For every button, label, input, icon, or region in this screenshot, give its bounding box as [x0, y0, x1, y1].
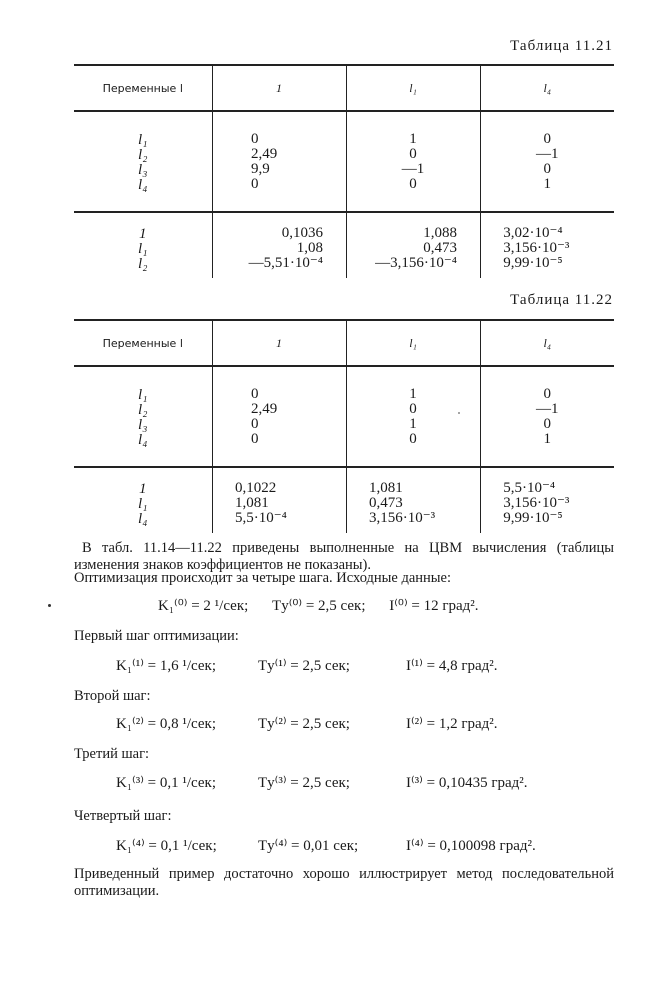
equation-i-term: I⁽¹⁾ = 4,8 град². [406, 658, 498, 674]
row-labels: l₁ l₂ l₃ l₄ [138, 386, 148, 448]
step-4-label: Четвертый шаг: [74, 808, 172, 824]
col-l4-values: 0 —1 0 1 [536, 386, 559, 447]
paragraph-conclusion: Приведенный пример достаточно хорошо иллюстрирует метод последовательной оптимизации. [74, 866, 614, 899]
col-l4-values: 0 —1 0 1 [536, 131, 559, 192]
col-1-values: 0,1022 1,081 5,5·10⁻⁴ [235, 480, 287, 526]
header-col-1: 1 [212, 320, 346, 366]
equation-k-term: K₁⁽²⁾ = 0,8 ¹/сек; [116, 716, 217, 732]
col-l1-values: 1 0 1 0 [409, 386, 417, 447]
table-block-2 [74, 467, 614, 533]
table-11-22-caption: Таблица 11.22 [510, 292, 613, 308]
step-2-label: Второй шаг: [74, 688, 151, 704]
equation-t-term: Tу⁽¹⁾ = 2,5 сек; [258, 658, 350, 674]
step-3-label: Третий шаг: [74, 746, 150, 762]
equation-k-term: K₁⁽⁰⁾ = 2 ¹/сек; [158, 598, 249, 614]
equation-t-term: Tу⁽³⁾ = 2,5 сек; [258, 775, 350, 791]
row-labels: l₁ l₂ l₃ l₄ [138, 131, 148, 193]
col-l4-values: 5,5·10⁻⁴ 3,156·10⁻³ 9,99·10⁻⁵ [503, 480, 570, 526]
col-1-values: 0 2,49 9,9 0 [251, 131, 278, 192]
equation-k-term: K₁⁽¹⁾ = 1,6 ¹/сек; [116, 658, 217, 674]
table-block-1 [74, 111, 614, 212]
margin-dot-mark [48, 604, 51, 607]
equation-t-term: Tу⁽²⁾ = 2,5 сек; [258, 716, 350, 732]
equation-k-term: K₁⁽⁴⁾ = 0,1 ¹/сек; [116, 838, 217, 854]
equation-i-term: I⁽⁴⁾ = 0,100098 град². [406, 838, 536, 854]
table-header-row [74, 320, 614, 366]
col-1-values: 0 2,49 0 0 [251, 386, 278, 447]
table-11-21 [74, 64, 614, 278]
col-l1-values: 1,088 0,473 —3,156·10⁻⁴ [375, 225, 457, 271]
equation-i-term: I⁽³⁾ = 0,10435 град². [406, 775, 528, 791]
header-col-l4: l₄ [480, 65, 614, 111]
table-block-2 [74, 212, 614, 278]
col-1-values: 0,1036 1,08 —5,51·10⁻⁴ [248, 225, 323, 271]
table-header-row [74, 65, 614, 111]
table-11-21-caption: Таблица 11.21 [510, 38, 613, 54]
col-l1-values: 1,081 0,473 3,156·10⁻³ [369, 480, 436, 526]
col-l1-values: 1 0 —1 0 [401, 131, 425, 192]
header-variables: Переменные l [74, 320, 212, 366]
step-1-label: Первый шаг оптимизации: [74, 628, 239, 644]
header-col-l4: l₄ [480, 320, 614, 366]
table-11-22 [74, 319, 614, 533]
equation-i-term: I⁽⁰⁾ = 12 град². [389, 598, 479, 614]
paragraph-optimization-intro: Оптимизация происходит за четыре шага. Исходные данные: [74, 570, 451, 586]
header-variables: Переменные l [74, 65, 212, 111]
header-col-l1: l₁ [346, 320, 480, 366]
equation-k-term: K₁⁽³⁾ = 0,1 ¹/сек; [116, 775, 217, 791]
table-block-1 [74, 366, 614, 467]
row-labels: 1 l₁ l₄ [138, 480, 148, 527]
equation-initial [158, 596, 499, 615]
header-col-l1: l₁ [346, 65, 480, 111]
col-l4-values: 3,02·10⁻⁴ 3,156·10⁻³ 9,99·10⁻⁵ [503, 225, 570, 271]
equation-t-term: Tу⁽⁰⁾ = 2,5 сек; [272, 598, 366, 614]
equation-i-term: I⁽²⁾ = 1,2 град². [406, 716, 498, 732]
paragraph-tables-reference: В табл. 11.14—11.22 приведены выполненные на ЦВМ вычисления (таблицы изменения знаков коэффициентов не показаны). [74, 540, 614, 573]
equation-t-term: Tу⁽⁴⁾ = 0,01 сек; [258, 838, 359, 854]
speck-mark [458, 412, 460, 414]
header-col-1: 1 [212, 65, 346, 111]
row-labels: 1 l₁ l₂ [138, 225, 148, 272]
